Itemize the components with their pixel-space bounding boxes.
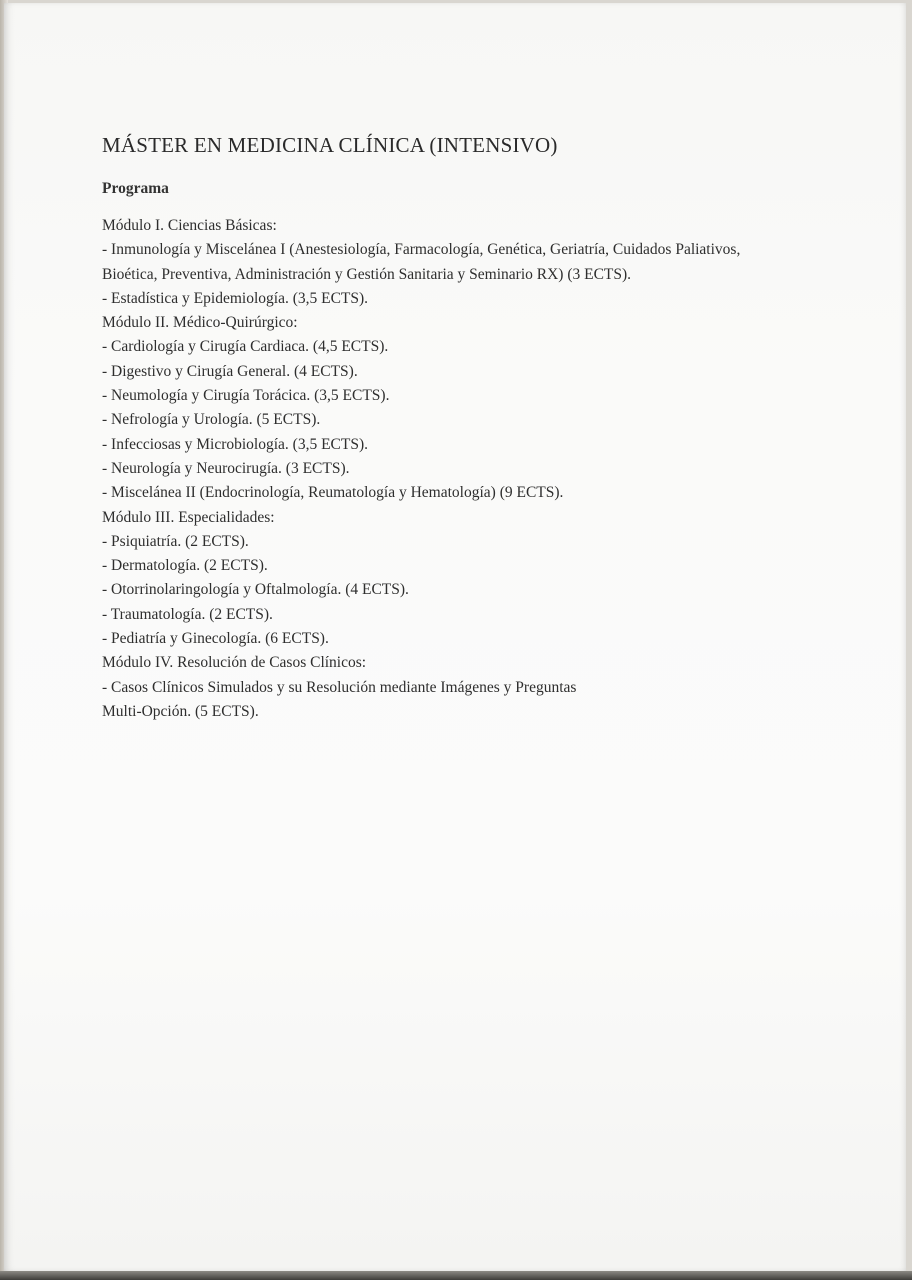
document-title: MÁSTER EN MEDICINA CLÍNICA (INTENSIVO) bbox=[102, 133, 558, 157]
list-item: - Miscelánea II (Endocrinología, Reumatología y Hematología) (9 ECTS). bbox=[102, 484, 564, 502]
program-list bbox=[102, 214, 862, 724]
document-subtitle: Programa bbox=[102, 180, 169, 197]
list-item: - Digestivo y Cirugía General. (4 ECTS). bbox=[102, 362, 358, 380]
list-item: - Estadística y Epidemiología. (3,5 ECTS). bbox=[102, 289, 369, 307]
list-item: - Pediatría y Ginecología. (6 ECTS). bbox=[102, 630, 329, 648]
list-item: - Nefrología y Urología. (5 ECTS). bbox=[102, 411, 321, 429]
module-heading: Módulo IV. Resolución de Casos Clínicos: bbox=[102, 654, 367, 672]
module-heading: Módulo III. Especialidades: bbox=[102, 508, 275, 526]
list-item: - Inmunología y Miscelánea I (Anestesiología, Farmacología, Genética, Geriatría, Cuidados Paliativos, bbox=[102, 241, 741, 259]
list-item: - Infecciosas y Microbiología. (3,5 ECTS). bbox=[102, 435, 369, 453]
list-item: - Otorrinolaringología y Oftalmología. (4 ECTS). bbox=[102, 581, 409, 599]
page-bottom-edge bbox=[0, 1271, 912, 1280]
list-item: - Cardiología y Cirugía Cardiaca. (4,5 ECTS). bbox=[102, 338, 389, 356]
document-page bbox=[4, 3, 906, 1271]
list-item: - Traumatología. (2 ECTS). bbox=[102, 605, 273, 623]
list-item: - Psiquiatría. (2 ECTS). bbox=[102, 532, 249, 550]
list-item: - Neurología y Neurocirugía. (3 ECTS). bbox=[102, 459, 350, 477]
module-heading: Módulo I. Ciencias Básicas: bbox=[102, 217, 277, 234]
list-item: - Casos Clínicos Simulados y su Resolución mediante Imágenes y Preguntas bbox=[102, 678, 577, 696]
list-item-continuation: Multi-Opción. (5 ECTS). bbox=[102, 702, 259, 720]
list-item: - Neumología y Cirugía Torácica. (3,5 ECTS). bbox=[102, 387, 390, 405]
list-item-continuation: Bioética, Preventiva, Administración y Gestión Sanitaria y Seminario RX) (3 ECTS). bbox=[102, 265, 632, 283]
module-heading: Módulo II. Médico-Quirúrgico: bbox=[102, 314, 298, 332]
list-item: - Dermatología. (2 ECTS). bbox=[102, 557, 268, 575]
document-content bbox=[102, 133, 862, 724]
